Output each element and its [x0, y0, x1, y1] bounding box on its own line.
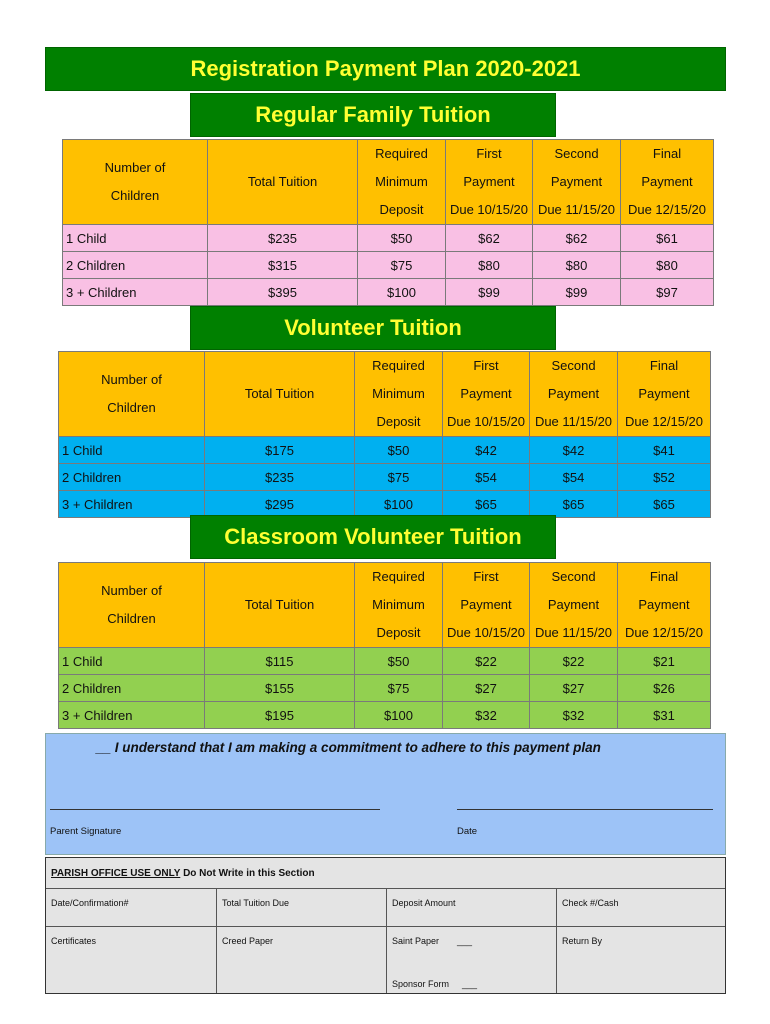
final-payment-header-line: Payment	[641, 174, 693, 189]
total-tuition-header-line: Total Tuition	[244, 597, 315, 612]
sponsor-form-blank[interactable]: ___	[462, 979, 478, 989]
final-payment-header-line: Final	[649, 358, 679, 373]
cell-label: 2 Children	[59, 464, 205, 491]
cell-total: $235	[205, 464, 355, 491]
final-payment-header-line: Payment	[638, 597, 690, 612]
cell-deposit: $50	[355, 648, 443, 675]
second-payment-header-line: Due 11/15/20	[537, 202, 616, 217]
first-payment-header-line: Due 10/15/20	[449, 202, 529, 217]
table-row	[59, 491, 711, 518]
second-payment-header-line: Second	[551, 358, 596, 373]
commitment-statement: __ I understand that I am making a commitment to adhere to this payment plan	[96, 740, 601, 755]
cell-second: $27	[530, 675, 618, 702]
deposit-amount-label: Deposit Amount	[392, 898, 456, 908]
table-row	[59, 437, 711, 464]
required-deposit-header-line: Required	[375, 146, 428, 161]
cell-first: $42	[443, 437, 530, 464]
final-payment-header-line: Final	[652, 146, 682, 161]
number-of-children-header	[59, 352, 205, 437]
cell-final: $61	[621, 225, 714, 252]
final-payment-header-line: Due 12/15/20	[627, 202, 707, 217]
total-tuition-header	[205, 563, 355, 648]
total-tuition-due-label: Total Tuition Due	[222, 898, 290, 908]
total-tuition-header	[205, 352, 355, 437]
cell-label: 3 + Children	[63, 279, 208, 306]
deposit-amount-cell	[387, 889, 557, 927]
cell-deposit: $75	[355, 675, 443, 702]
second-payment-header	[530, 563, 618, 648]
final-payment-header-line: Due 12/15/20	[624, 625, 704, 640]
total-tuition-due-cell	[217, 889, 387, 927]
required-deposit-header-line: Required	[372, 358, 425, 373]
required-deposit-header-line: Minimum	[372, 597, 425, 612]
header-row	[59, 352, 711, 437]
number-of-children-header-line: Children	[110, 188, 160, 203]
cell-final: $26	[618, 675, 711, 702]
cell-second: $42	[530, 437, 618, 464]
cell-final: $65	[618, 491, 711, 518]
saint-paper-label: Saint Paper	[392, 936, 440, 946]
final-payment-header-line: Payment	[638, 386, 690, 401]
classroom-volunteer-tuition-table	[58, 562, 711, 729]
parent-signature-line[interactable]	[50, 809, 380, 810]
cell-first: $65	[443, 491, 530, 518]
table-row	[59, 648, 711, 675]
cell-total: $115	[205, 648, 355, 675]
cell-first: $32	[443, 702, 530, 729]
cell-first: $80	[446, 252, 533, 279]
first-payment-header-line: First	[476, 146, 502, 161]
page-title: Registration Payment Plan 2020-2021	[45, 47, 726, 91]
cell-first: $54	[443, 464, 530, 491]
cell-total: $295	[205, 491, 355, 518]
cell-total: $395	[208, 279, 358, 306]
table-row	[63, 252, 714, 279]
number-of-children-header	[63, 140, 208, 225]
header-row	[59, 563, 711, 648]
cell-first: $27	[443, 675, 530, 702]
cell-deposit: $100	[358, 279, 446, 306]
required-deposit-header-line: Minimum	[372, 386, 425, 401]
required-deposit-header	[355, 563, 443, 648]
second-payment-header-line: Second	[551, 569, 596, 584]
cell-label: 2 Children	[63, 252, 208, 279]
final-payment-header-line: Final	[649, 569, 679, 584]
required-deposit-header-line: Deposit	[376, 625, 421, 640]
first-payment-header-line: Due 10/15/20	[446, 414, 526, 429]
date-confirmation-label: Date/Confirmation#	[51, 898, 129, 908]
cell-deposit: $50	[355, 437, 443, 464]
cell-total: $195	[205, 702, 355, 729]
second-payment-header-line: Due 11/15/20	[534, 414, 613, 429]
certificates-label: Certificates	[51, 936, 97, 946]
cell-second: $80	[533, 252, 621, 279]
cell-final: $31	[618, 702, 711, 729]
cell-label: 1 Child	[63, 225, 208, 252]
cell-deposit: $100	[355, 702, 443, 729]
first-payment-header-line: Payment	[463, 174, 515, 189]
total-tuition-header-line: Total Tuition	[244, 386, 315, 401]
office-use-section	[45, 857, 726, 994]
office-use-header	[46, 858, 725, 889]
volunteer-tuition-table	[58, 351, 711, 518]
cell-second: $22	[530, 648, 618, 675]
table-row	[59, 675, 711, 702]
second-payment-header-line: Second	[554, 146, 599, 161]
cell-label: 1 Child	[59, 648, 205, 675]
cell-second: $32	[530, 702, 618, 729]
first-payment-header-line: Due 10/15/20	[446, 625, 526, 640]
number-of-children-header	[59, 563, 205, 648]
check-cash-cell	[557, 889, 725, 927]
table-row	[63, 225, 714, 252]
check-cash-label: Check #/Cash	[562, 898, 619, 908]
parent-signature-label: Parent Signature	[50, 826, 122, 837]
number-of-children-header-line: Number of	[101, 372, 162, 387]
second-payment-header-line: Payment	[547, 386, 600, 401]
final-payment-header	[618, 352, 711, 437]
saint-sponsor-cell	[387, 927, 557, 993]
cell-final: $52	[618, 464, 711, 491]
required-deposit-header	[355, 352, 443, 437]
number-of-children-header-line: Number of	[104, 160, 166, 175]
final-payment-header-line: Due 12/15/20	[624, 414, 704, 429]
saint-paper-blank[interactable]: ___	[457, 936, 473, 946]
second-payment-header-line: Due 11/15/20	[534, 625, 613, 640]
cell-deposit: $75	[355, 464, 443, 491]
date-line[interactable]	[457, 809, 713, 810]
sponsor-form-label: Sponsor Form	[392, 979, 450, 989]
first-payment-header-line: First	[473, 358, 499, 373]
cell-second: $65	[530, 491, 618, 518]
cell-total: $235	[208, 225, 358, 252]
second-payment-header-line: Payment	[547, 597, 600, 612]
number-of-children-header-line: Children	[107, 400, 156, 415]
return-by-label: Return By	[562, 936, 603, 946]
first-payment-header-line: First	[473, 569, 499, 584]
cell-label: 3 + Children	[59, 702, 205, 729]
cell-deposit: $75	[358, 252, 446, 279]
final-payment-header	[621, 140, 714, 225]
cell-first: $62	[446, 225, 533, 252]
table-row	[59, 702, 711, 729]
commitment-box	[45, 733, 726, 855]
cell-deposit: $100	[355, 491, 443, 518]
regular-tuition-table	[62, 139, 714, 306]
number-of-children-header-line: Number of	[101, 583, 162, 598]
total-tuition-header	[208, 140, 358, 225]
date-confirmation-cell	[46, 889, 217, 927]
cell-final: $97	[621, 279, 714, 306]
required-deposit-header-line: Required	[372, 569, 425, 584]
cell-label: 3 + Children	[59, 491, 205, 518]
first-payment-header	[443, 352, 530, 437]
cell-deposit: $50	[358, 225, 446, 252]
do-not-write-label: Do Not Write in this Section	[180, 868, 315, 879]
office-use-only-label: PARISH OFFICE USE ONLY	[51, 868, 181, 879]
cell-label: 1 Child	[59, 437, 205, 464]
cell-second: $99	[533, 279, 621, 306]
final-payment-header	[618, 563, 711, 648]
second-payment-header-line: Payment	[550, 174, 603, 189]
second-payment-header	[533, 140, 621, 225]
date-label: Date	[457, 826, 478, 837]
volunteer-tuition-title: Volunteer Tuition	[190, 306, 556, 350]
total-tuition-header-line: Total Tuition	[247, 174, 318, 189]
cell-second: $54	[530, 464, 618, 491]
cell-first: $99	[446, 279, 533, 306]
cell-final: $21	[618, 648, 711, 675]
first-payment-header-line: Payment	[460, 386, 512, 401]
required-deposit-header-line: Minimum	[375, 174, 428, 189]
classroom-volunteer-tuition-title: Classroom Volunteer Tuition	[190, 515, 556, 559]
cell-label: 2 Children	[59, 675, 205, 702]
table-row	[63, 279, 714, 306]
cell-total: $315	[208, 252, 358, 279]
required-deposit-header-line: Deposit	[376, 414, 421, 429]
return-by-cell	[557, 927, 725, 993]
first-payment-header	[446, 140, 533, 225]
required-deposit-header	[358, 140, 446, 225]
certificates-cell	[46, 927, 217, 993]
cell-final: $41	[618, 437, 711, 464]
required-deposit-header-line: Deposit	[379, 202, 424, 217]
first-payment-header-line: Payment	[460, 597, 512, 612]
first-payment-header	[443, 563, 530, 648]
table-row	[59, 464, 711, 491]
cell-total: $155	[205, 675, 355, 702]
cell-final: $80	[621, 252, 714, 279]
cell-first: $22	[443, 648, 530, 675]
cell-second: $62	[533, 225, 621, 252]
number-of-children-header-line: Children	[107, 611, 156, 626]
second-payment-header	[530, 352, 618, 437]
creed-paper-label: Creed Paper	[222, 936, 274, 946]
cell-total: $175	[205, 437, 355, 464]
header-row	[63, 140, 714, 225]
creed-paper-cell	[217, 927, 387, 993]
regular-tuition-title: Regular Family Tuition	[190, 93, 556, 137]
